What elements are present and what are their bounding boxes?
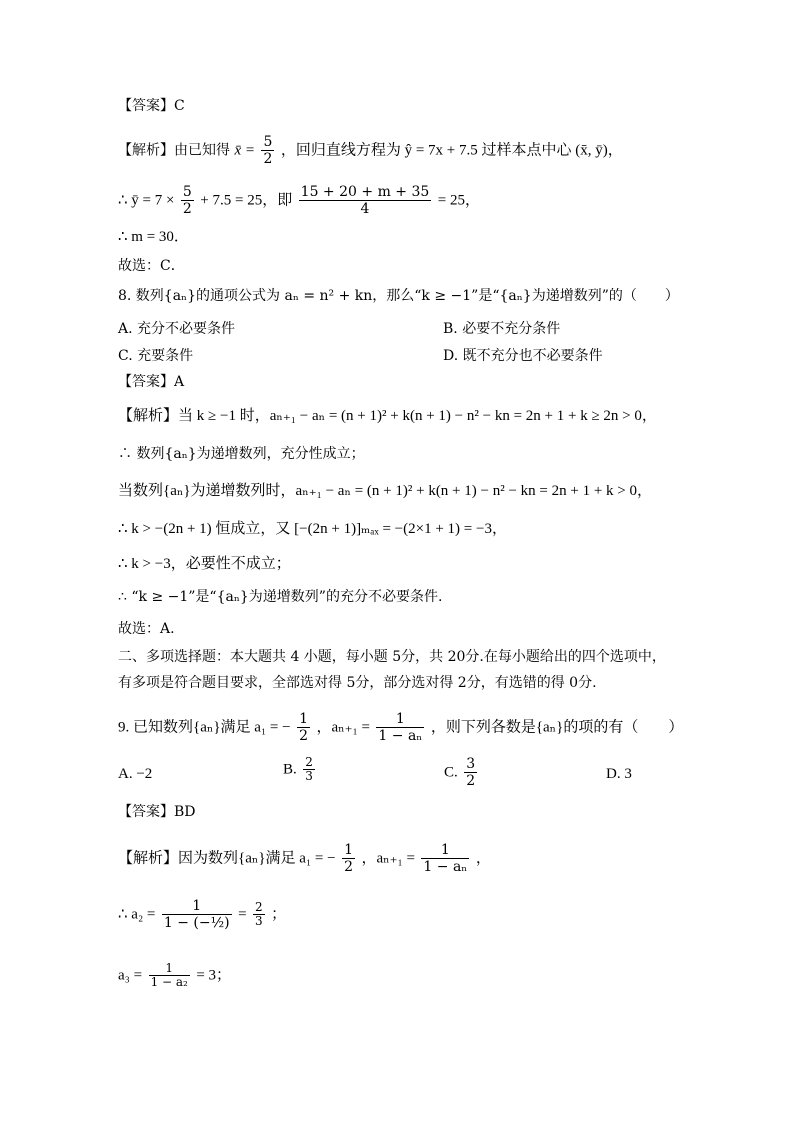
analysis-8-line2: ∴ 数列{aₙ}为递增数列，充分性成立； xyxy=(118,446,365,462)
question-9: 9. 已知数列{aₙ}满足 a₁ = − $\frac{1}{2}$ ，aₙ₊₁ = $\frac{1}{\text{1 − aₙ}}$ ，则下列各数是{aₙ}的项的有（ ） xyxy=(118,711,684,744)
analysis-8-line1: 【解析】当 k ≥ −1 时，aₙ₊₁ − aₙ = (n + 1)² + k(n + 1) − n² − kn = 2n + 1 + k ≥ 2n > 0， xyxy=(118,408,657,424)
q8-option-b: B. 必要不充分条件 xyxy=(443,321,561,337)
answer-9: 【答案】BD xyxy=(118,804,196,820)
analysis-9-line1: 【解析】因为数列{aₙ}满足 a₁ = − $\frac{1}{2}$ ，aₙ₊₁ = $\frac{1}{\text{1 − aₙ}}$ ， xyxy=(118,842,491,875)
question-8: 8. 数列{aₙ}的通项公式为 aₙ = n² + kn，那么“k ≥ −1”是“{aₙ}为递增数列”的（ ） xyxy=(118,288,679,304)
a3-calc: a₃ = $\frac{1}{\text{1 − a₂}}$ = 3； xyxy=(118,961,232,989)
analysis-8-line6: ∴ “k ≥ −1”是“{aₙ}为递增数列”的充分不必要条件. xyxy=(118,589,443,605)
q8-option-c: C. 充要条件 xyxy=(118,348,194,364)
analysis-8-line3: 当数列{aₙ}为递增数列时，aₙ₊₁ − aₙ = (n + 1)² + k(n + 1) − n² − kn = 2n + 1 + k > 0， xyxy=(118,483,653,499)
fraction-sum-4: $\frac{15 + 20 + m + 35}{4}$ xyxy=(300,184,430,217)
q9-option-d: D. 3 xyxy=(606,766,632,782)
m-result: ∴ m = 30． xyxy=(118,229,189,245)
calc-7: ∴ ȳ = 7 × $\frac{5}{2}$ + 7.5 = 25，即 $\frac{15 + 20 + m + 35}{4}$ = 25， xyxy=(118,184,480,217)
math-xbar: x̄ = xyxy=(234,142,255,159)
answer-7: 【答案】C xyxy=(118,98,185,114)
a2-calc: ∴ a₂ = $\frac{1}{\text{1 − (−½)}}$ = $\frac{2}{3}$ ； xyxy=(118,898,287,931)
q8-option-d: D. 既不充分也不必要条件 xyxy=(443,348,603,364)
fraction-recurrence: $\frac{1}{\text{1 − aₙ}}$ xyxy=(378,711,423,744)
section2-line1: 二、多项选择题：本大题共 4 小题，每小题 5分，共 20分.在每小题给出的四个选项中， xyxy=(118,649,666,665)
q9-option-b: B. $\frac{2}{3}$ xyxy=(283,755,313,783)
analysis-8-line4: ∴ k > −(2n + 1) 恒成立，又 [−(2n + 1)]ₘₐₓ = −(2×1 + 1) = −3， xyxy=(118,521,507,537)
q9-option-c: C. $\frac{3}{2}$ xyxy=(444,756,476,789)
analysis-label: 【解析】由已知得 xyxy=(118,142,230,159)
section2-line2: 有多项是符合题目要求，全部选对得 5分，部分选对得 2分，有选错的得 0分. xyxy=(118,675,597,691)
answer-8: 【答案】A xyxy=(118,374,185,390)
regression-text: ，回归直线方程为 ŷ = 7x + 7.5 过样本点中心 (x̄, ȳ)， xyxy=(280,142,623,159)
fraction-5-2b: $\frac{5}{2}$ xyxy=(182,184,192,217)
choice-8: 故选：A. xyxy=(118,621,175,637)
analysis-8-line5: ∴ k > −3，必要性不成立； xyxy=(118,556,291,572)
choice-7: 故选：C． xyxy=(118,258,185,274)
q9-option-a: A. −2 xyxy=(118,766,153,782)
fraction-1-2: $\frac{1}{2}$ xyxy=(299,711,308,744)
analysis-7-line1 xyxy=(118,134,674,167)
q8-option-a: A. 充分不必要条件 xyxy=(118,321,236,337)
fraction-5-2: $\frac{5}{2}$ xyxy=(263,134,273,167)
